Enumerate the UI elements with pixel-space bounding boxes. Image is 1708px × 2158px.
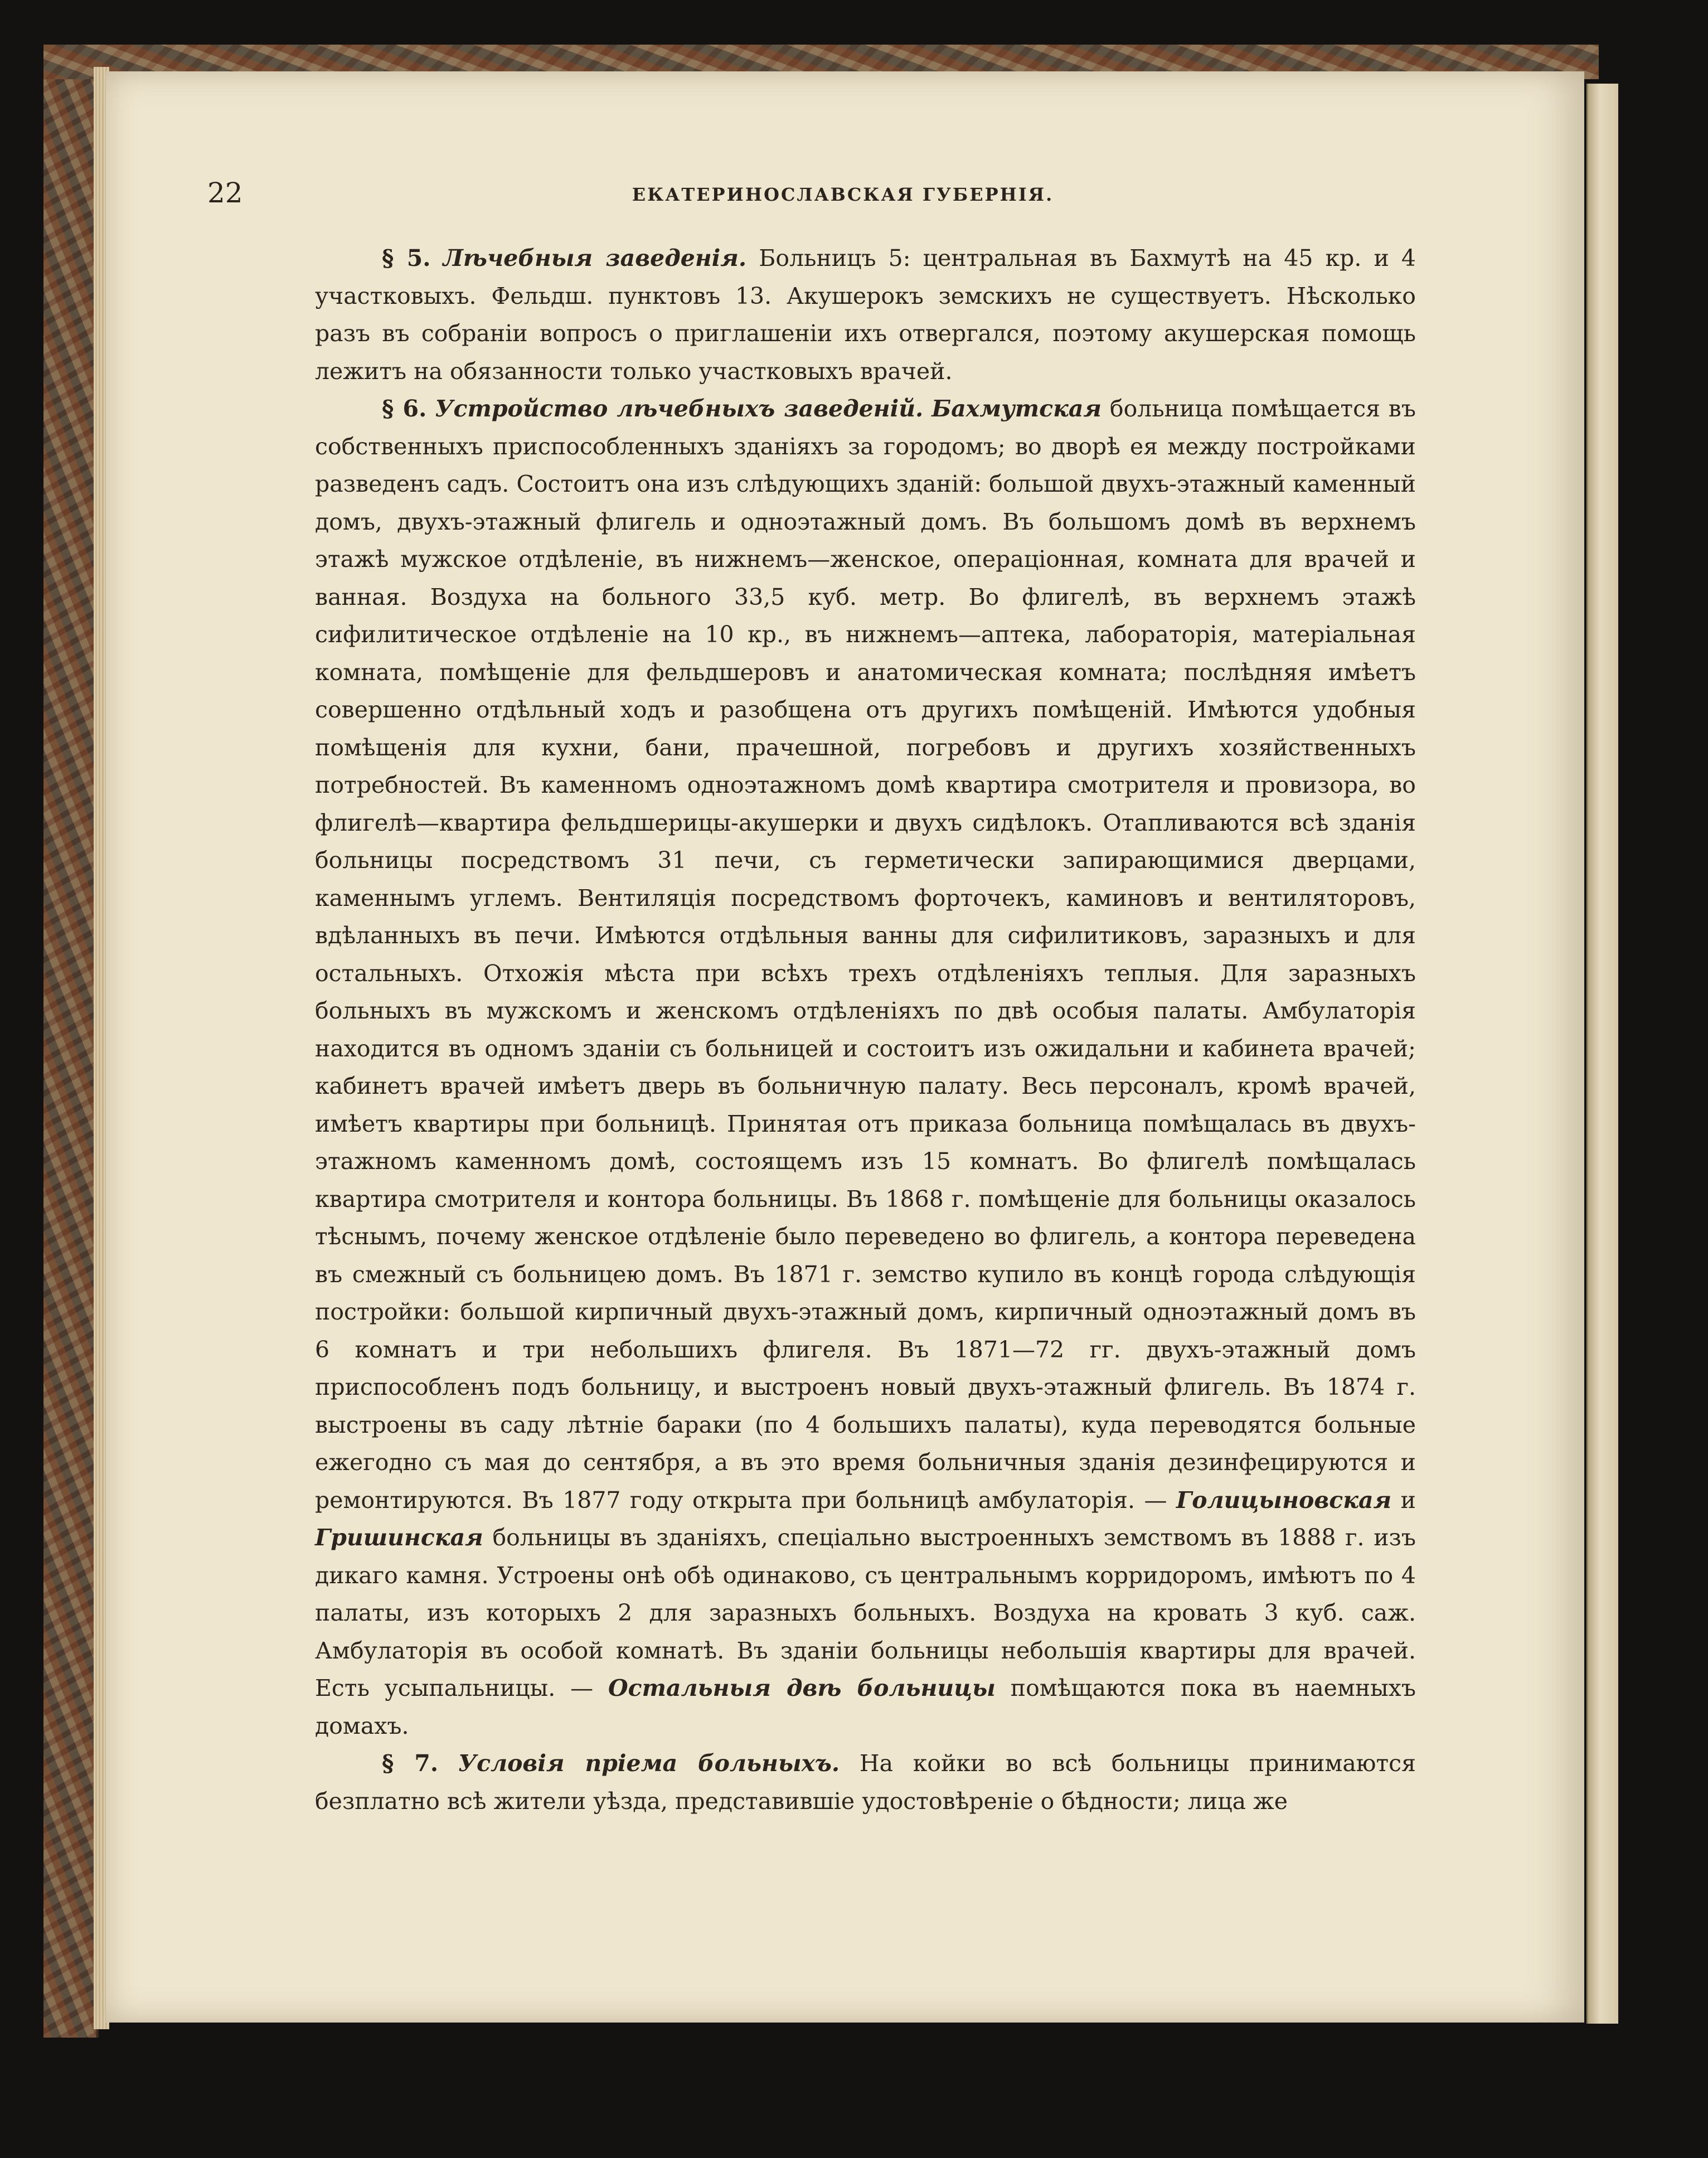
section-heading: Устройство лѣчебныхъ заведеній. bbox=[435, 395, 924, 422]
conjunction: и bbox=[1400, 1486, 1416, 1514]
hospital-name-golitsynovskaya: Голицыновская bbox=[1176, 1486, 1392, 1514]
page-number: 22 bbox=[207, 177, 243, 209]
section-text: На койки во всѣ больницы принимаются безплатно всѣ жители уѣзда, представившіе удостовѣреніе о бѣдности; лица же bbox=[315, 1750, 1416, 1815]
section-number: § 7. bbox=[382, 1750, 439, 1777]
paragraph-section-6 bbox=[315, 390, 1416, 1745]
section-heading: Условія пріема больныхъ. bbox=[458, 1750, 840, 1777]
section-number: § 5. bbox=[382, 245, 431, 271]
section-text: больницы въ зданіяхъ, спеціально выстроенныхъ земствомъ въ 1888 г. изъ дикаго камня. Устроены онѣ обѣ одинаково, съ центральнымъ корридоромъ, имѣютъ по 4 палаты, изъ которыхъ 2 для заразныхъ больныхъ. Воздуха на кровать 3 куб. саж. Амбулаторія въ особой комнатѣ. Въ зданіи больницы небольшія квартиры для врачей. Есть усыпальницы. — bbox=[315, 1524, 1416, 1701]
facing-page-edge bbox=[1586, 84, 1618, 2024]
hospital-name-grishinskaya: Гришинская bbox=[315, 1524, 483, 1551]
section-text: Больницъ 5: центральная въ Бахмутѣ на 45 кр. и 4 участковыхъ. Фельдш. пунктовъ 13. Акушерокъ земскихъ не существуетъ. Нѣсколько разъ въ собраніи вопросъ о приглашеніи ихъ отвергался, поэтому акушерская помощь лежитъ на обязанности только участковыхъ врачей. bbox=[315, 245, 1416, 385]
paragraph-section-5 bbox=[315, 240, 1416, 390]
marbled-cover-left bbox=[43, 45, 99, 2038]
section-number: § 6. bbox=[382, 395, 427, 422]
section-text: помѣщаются пока въ наемныхъ домахъ. bbox=[315, 1675, 1416, 1739]
body-text bbox=[315, 240, 1416, 1820]
page-header bbox=[207, 176, 1484, 210]
paragraph-section-7 bbox=[315, 1745, 1416, 1820]
section-text: больница помѣщается въ собственныхъ приспособленныхъ зданіяхъ за городомъ; во дворѣ ея между постройками разведенъ садъ. Состоитъ она изъ слѣдующихъ зданій: большой двухъ-этажный каменный домъ, двухъ-этажный флигель и одноэтажный домъ. Въ большомъ домѣ въ верхнемъ этажѣ мужское отдѣленіе, въ нижнемъ—женское, операціонная, комната для врачей и ванная. Воздуха на больного 33,5 куб. метр. Во флигелѣ, въ верхнемъ этажѣ сифилитическое отдѣленіе на 10 кр., въ нижнемъ—аптека, лабораторія, матеріальная комната, помѣщеніе для фельдшеровъ и анатомическая комната; послѣдняя имѣетъ совершенно отдѣльный ходъ и разобщена отъ другихъ помѣщеній. Имѣются удобныя помѣщенія для кухни, бани, прачешной, погребовъ и другихъ хозяйственныхъ потребностей. Въ каменномъ одноэтажномъ домѣ квартира смотрителя и провизора, во флигелѣ—квартира фельдшерицы-акушерки и двухъ сидѣлокъ. Отапливаются всѣ зданія больницы посредствомъ 31 печи, съ герметически запирающимися дверцами, каменнымъ углемъ. Вентиляція посредствомъ форточекъ, каминовъ и вентиляторовъ, вдѣланныхъ въ печи. Имѣются отдѣльныя ванны для сифилитиковъ, заразныхъ и для остальныхъ. Отхожія мѣста при всѣхъ трехъ отдѣленіяхъ теплыя. Для заразныхъ больныхъ въ мужскомъ и женскомъ отдѣленіяхъ по двѣ особыя палаты. Амбулаторія находится въ одномъ зданіи съ больницей и состоитъ изъ ожидальни и кабинета врачей; кабинетъ врачей имѣетъ дверь въ больничную палату. Весь персоналъ, кромѣ врачей, имѣетъ квартиры при больницѣ. Принятая отъ приказа больница помѣщалась въ двухъ-этажномъ каменномъ домѣ, состоящемъ изъ 15 комнатъ. Во флигелѣ помѣщалась квартира смотрителя и контора больницы. Въ 1868 г. помѣщеніе для больницы оказалось тѣснымъ, почему женское отдѣленіе было переведено во флигель, а контора переведена въ смежный съ больницею домъ. Въ 1871 г. земство купило въ концѣ города слѣдующія постройки: большой кирпичный двухъ-этажный домъ, кирпичный одноэтажный домъ въ 6 комнатъ и три небольшихъ флигеля. Въ 1871—72 гг. двухъ-этажный домъ приспособленъ подъ больницу, и выстроенъ новый двухъ-этажный флигель. Въ 1874 г. выстроены въ саду лѣтніе бараки (по 4 большихъ палаты), куда переводятся больные ежегодно съ мая до сентября, а въ это время больничныя зданія дезинфецируются и ремонтируются. Въ 1877 году открыта при больницѣ амбулаторія. — bbox=[315, 395, 1416, 1514]
running-title: ЕКАТЕРИНОСЛАВСКАЯ ГУБЕРНІЯ. bbox=[632, 184, 1054, 205]
other-hospitals: Остальныя двѣ больницы bbox=[608, 1675, 996, 1701]
hospital-name-bakhmut: Бахмутская bbox=[931, 395, 1102, 422]
section-heading: Лѣчебныя заведенія. bbox=[443, 245, 747, 271]
